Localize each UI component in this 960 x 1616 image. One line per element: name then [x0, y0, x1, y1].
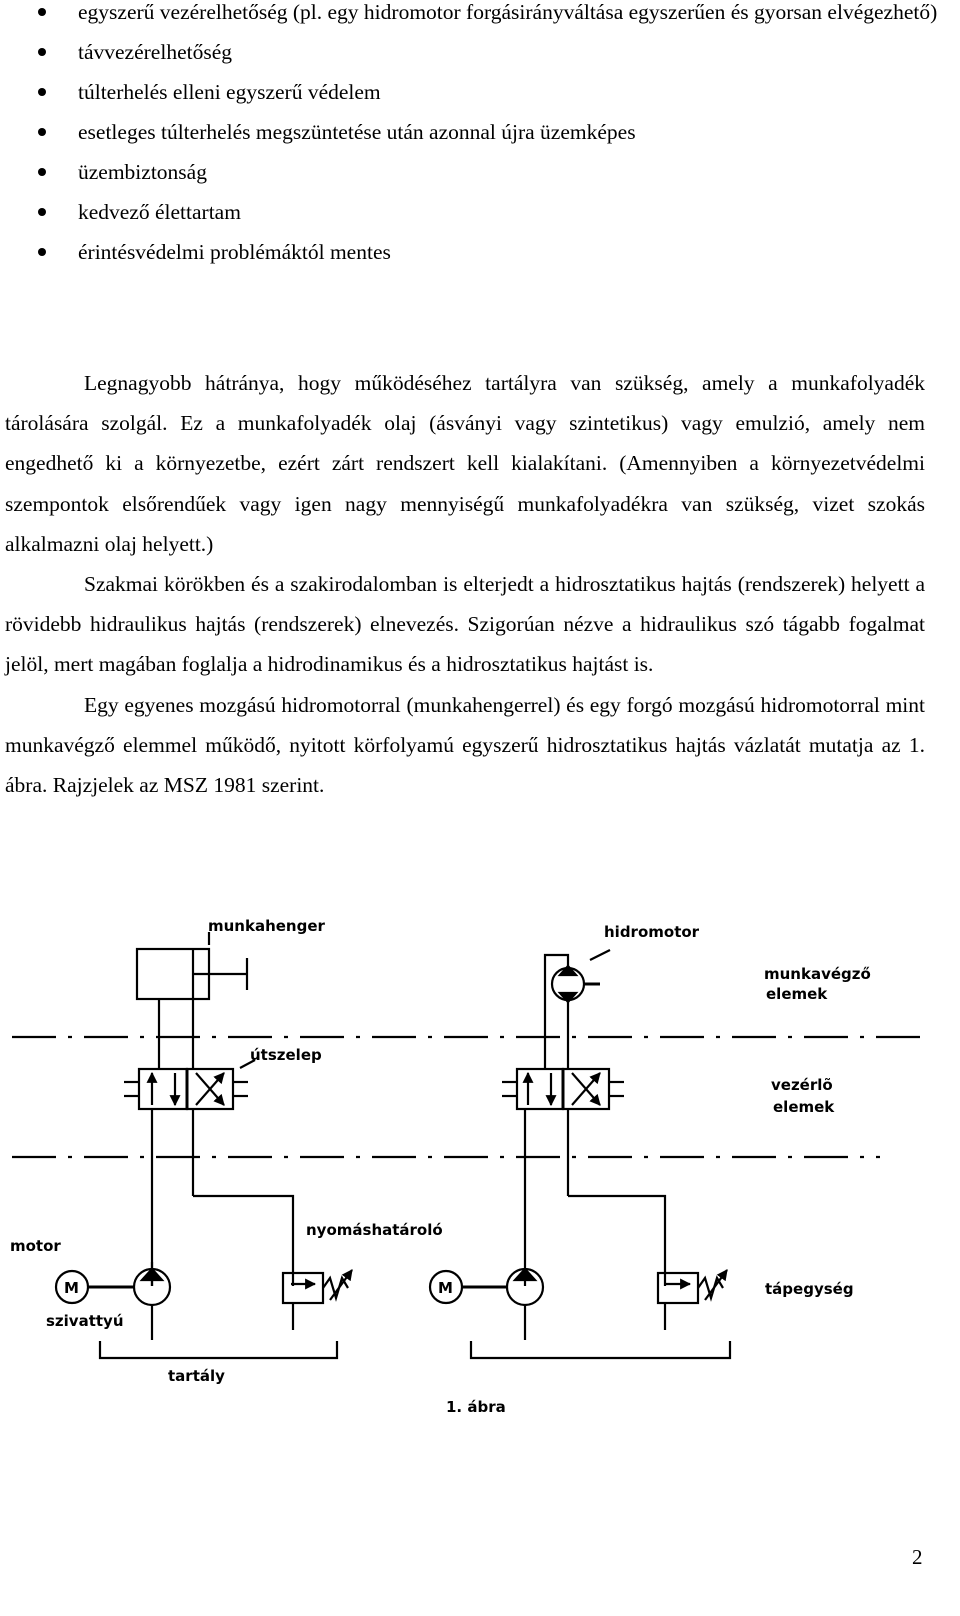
- paragraph: Egy egyenes mozgású hidromotorral (munkahengerrel) és egy forgó mozgású hidromotorral mint munkavégző elemmel működő, nyitott körfolyamú egyszerű hidrosztatikus hajtás vázlatát mutatja az 1. ábra. Rajzjelek az MSZ 1981 szerint.: [5, 692, 925, 798]
- tank-line-left: [100, 1341, 337, 1358]
- advantages-list: [0, 0, 948, 272]
- motor-right-letter: M: [438, 1279, 453, 1297]
- line-left-bypass: [193, 1196, 293, 1286]
- figure-caption: 1. ábra: [446, 1398, 506, 1416]
- utszelep-left-symbol: [124, 1060, 255, 1109]
- list-item: esetleges túlterhelés megszüntetése után azonnal újra üzemképes: [0, 112, 948, 152]
- line-right-bypass: [568, 1196, 665, 1286]
- label-szivattyu: szivattyú: [46, 1312, 124, 1330]
- label-vezerlo-elemek: elemek: [773, 1098, 835, 1116]
- paragraph: Legnagyobb hátránya, hogy működéséhez tartályra van szükség, amely a munkafolyadék tárolására szolgál. Ez a munkafolyadék olaj (ásványi vagy szintetikus) vagy emulzió, amely nem engedhető ki a környezetbe, ezért zárt rendszert kell kialakítani. (Amennyiben a környezetvédelmi szempontok elsőrendűek vagy igen nagy mennyiségű munkafolyadékra van szükség, vizet szokás alkalmazni olaj helyett.): [5, 371, 925, 556]
- body-text: [5, 363, 925, 805]
- label-munkavegzo-elemek: elemek: [766, 985, 828, 1003]
- list-item: kedvező élettartam: [0, 192, 948, 232]
- label-tapegyseg: tápegység: [765, 1280, 854, 1298]
- nyomashatarolo-right-symbol: [658, 1270, 727, 1330]
- szivattyu-left-symbol: [134, 1269, 170, 1340]
- page-number: 2: [912, 1545, 923, 1569]
- label-hidromotor: hidromotor: [604, 923, 700, 941]
- list-item: túlterhelés elleni egyszerű védelem: [0, 72, 948, 112]
- list-item: egyszerű vezérelhetőség (pl. egy hidromotor forgásirányváltása egyszerűen és gyorsan elvégezhető): [0, 0, 948, 32]
- label-tartaly: tartály: [168, 1367, 225, 1385]
- label-munkahenger: munkahenger: [208, 917, 325, 935]
- hidromotor-symbol: [545, 950, 610, 1069]
- list-item: üzembiztonság: [0, 152, 948, 192]
- label-vezerlo: vezérlõ: [771, 1076, 833, 1094]
- szivattyu-right-symbol: [507, 1269, 543, 1340]
- paragraph: Szakmai körökben és a szakirodalomban is elterjedt a hidrosztatikus hajtás (rendszerek) helyett a rövidebb hidraulikus hajtás (rendszerek) elnevezés. Szigorúan nézve a hidraulikus szó tágabb fogalmat jelöl, mert magában foglalja a hidrodinamikus és a hidrosztatikus hajtást is.: [5, 572, 925, 677]
- utszelep-right-symbol: [502, 1069, 624, 1109]
- label-utszelep: útszelep: [250, 1046, 322, 1064]
- label-nyomashatarolo: nyomáshatároló: [306, 1221, 443, 1239]
- hydraulic-diagram: [0, 900, 960, 1460]
- label-motor: motor: [10, 1237, 61, 1255]
- tank-line-right: [471, 1341, 730, 1358]
- label-munkavegzo: munkavégző: [764, 965, 871, 983]
- munkahenger-symbol: [137, 932, 247, 1069]
- motor-left-letter: M: [64, 1279, 79, 1297]
- list-item: távvezérelhetőség: [0, 32, 948, 72]
- list-item: érintésvédelmi problémáktól mentes: [0, 232, 948, 272]
